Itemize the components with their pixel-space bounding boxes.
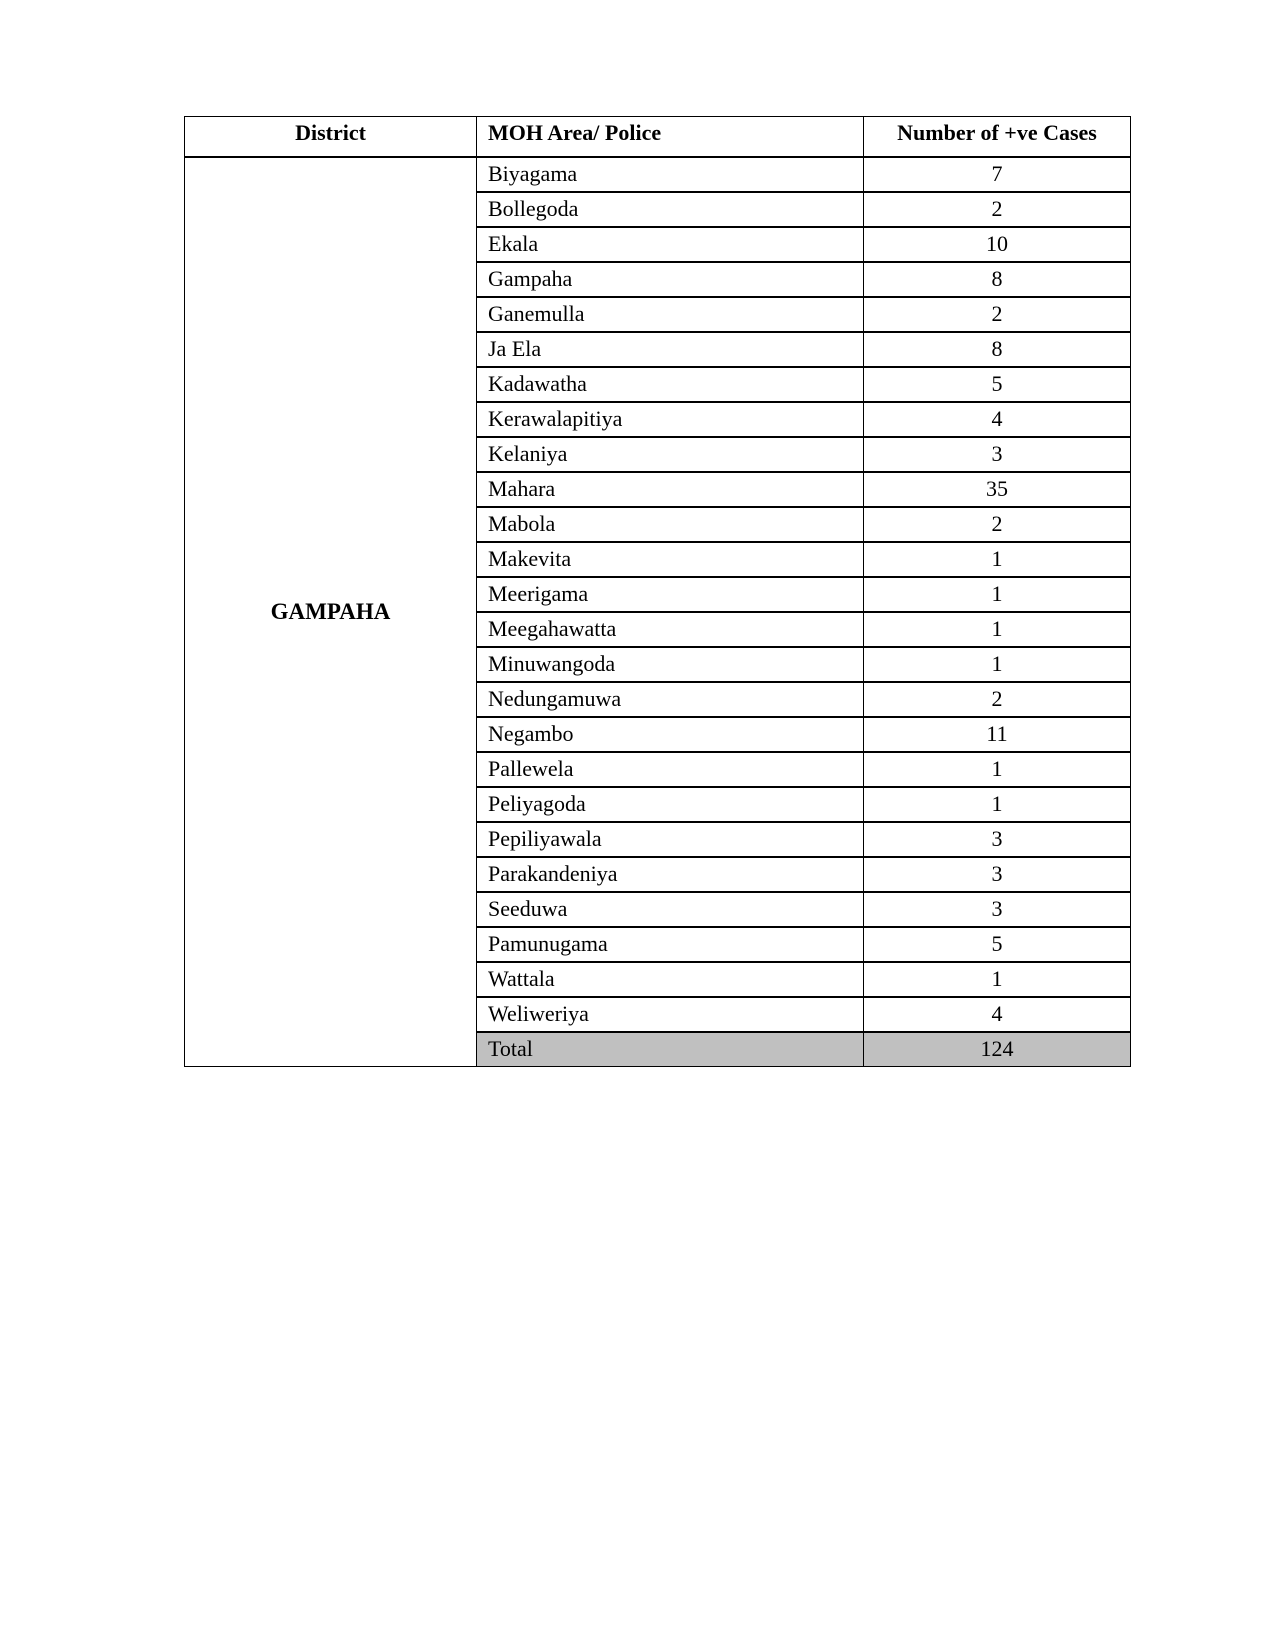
total-count: 124	[864, 1032, 1131, 1067]
moh-area-cell: Ja Ela	[477, 332, 864, 367]
case-count-cell: 1	[864, 787, 1131, 822]
table-body	[185, 157, 1131, 1067]
moh-area-cell: Weliweriya	[477, 997, 864, 1032]
moh-area-cell: Seeduwa	[477, 892, 864, 927]
moh-area-cell: Peliyagoda	[477, 787, 864, 822]
case-count-cell: 1	[864, 647, 1131, 682]
moh-area-cell: Kerawalapitiya	[477, 402, 864, 437]
case-count-cell: 2	[864, 682, 1131, 717]
moh-area-cell: Kadawatha	[477, 367, 864, 402]
district-name: GAMPAHA	[185, 157, 477, 1067]
moh-area-cell: Pepiliyawala	[477, 822, 864, 857]
moh-area-cell: Pamunugama	[477, 927, 864, 962]
case-count-cell: 4	[864, 402, 1131, 437]
case-count-cell: 3	[864, 437, 1131, 472]
case-count-cell: 2	[864, 297, 1131, 332]
case-count-cell: 2	[864, 192, 1131, 227]
moh-area-cell: Mabola	[477, 507, 864, 542]
case-count-cell: 1	[864, 962, 1131, 997]
case-count-cell: 10	[864, 227, 1131, 262]
moh-area-cell: Mahara	[477, 472, 864, 507]
case-count-cell: 8	[864, 332, 1131, 367]
moh-area-cell: Negambo	[477, 717, 864, 752]
case-count-cell: 1	[864, 542, 1131, 577]
moh-area-cell: Meegahawatta	[477, 612, 864, 647]
case-count-cell: 35	[864, 472, 1131, 507]
moh-area-cell: Biyagama	[477, 157, 864, 192]
case-count-cell: 1	[864, 577, 1131, 612]
case-count-cell: 11	[864, 717, 1131, 752]
case-count-cell: 3	[864, 822, 1131, 857]
moh-area-cell: Ekala	[477, 227, 864, 262]
case-count-cell: 1	[864, 612, 1131, 647]
case-count-cell: 2	[864, 507, 1131, 542]
case-count-cell: 3	[864, 892, 1131, 927]
moh-area-cell: Pallewela	[477, 752, 864, 787]
moh-area-cell: Minuwangoda	[477, 647, 864, 682]
cases-table	[184, 116, 1131, 1067]
case-count-cell: 7	[864, 157, 1131, 192]
case-count-cell: 5	[864, 927, 1131, 962]
moh-area-cell: Nedungamuwa	[477, 682, 864, 717]
moh-area-cell: Makevita	[477, 542, 864, 577]
case-count-cell: 4	[864, 997, 1131, 1032]
table-row	[185, 157, 1131, 192]
moh-area-cell: Wattala	[477, 962, 864, 997]
moh-area-cell: Kelaniya	[477, 437, 864, 472]
case-count-cell: 3	[864, 857, 1131, 892]
moh-area-cell: Parakandeniya	[477, 857, 864, 892]
header-row	[185, 117, 1131, 157]
header-moh-area: MOH Area/ Police	[477, 117, 864, 157]
moh-area-cell: Bollegoda	[477, 192, 864, 227]
moh-area-cell: Gampaha	[477, 262, 864, 297]
total-label: Total	[477, 1032, 864, 1067]
header-district: District	[185, 117, 477, 157]
header-case-count: Number of +ve Cases	[864, 117, 1131, 157]
moh-area-cell: Meerigama	[477, 577, 864, 612]
case-count-cell: 1	[864, 752, 1131, 787]
moh-area-cell: Ganemulla	[477, 297, 864, 332]
case-count-cell: 8	[864, 262, 1131, 297]
case-count-cell: 5	[864, 367, 1131, 402]
